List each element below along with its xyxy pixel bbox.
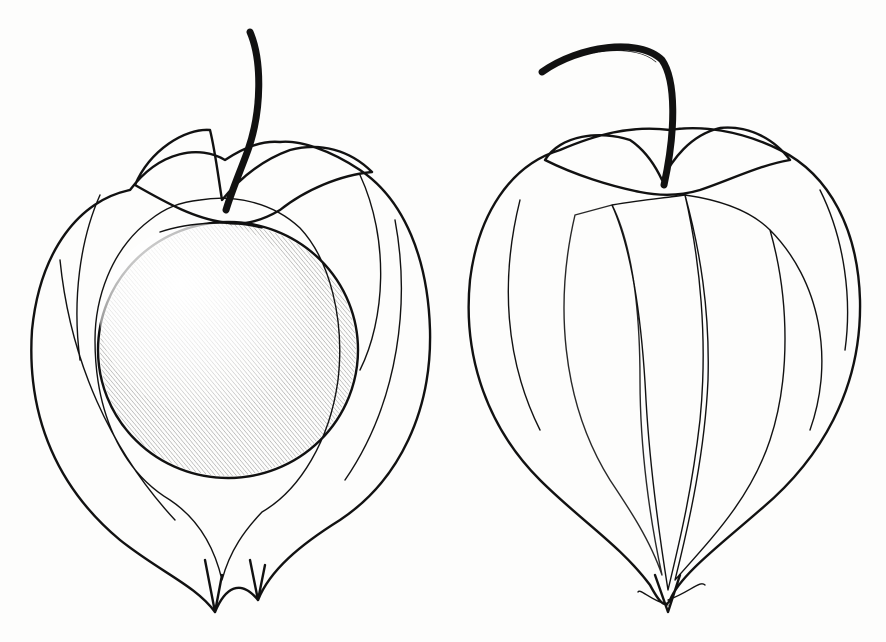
opened-husk-specimen bbox=[31, 32, 430, 612]
left-husk-rib-4 bbox=[77, 195, 100, 360]
right-husk-outline bbox=[469, 128, 860, 604]
right-husk-lobe-3 bbox=[675, 195, 785, 580]
right-husk-tip bbox=[655, 575, 680, 612]
right-husk-rib-2 bbox=[508, 200, 540, 430]
right-husk-lobe-2 bbox=[612, 195, 703, 590]
berry bbox=[98, 222, 358, 478]
closed-husk-specimen bbox=[469, 47, 860, 612]
left-stem bbox=[226, 32, 259, 210]
right-husk-rib-3 bbox=[820, 190, 848, 350]
right-husk-lobe-1 bbox=[564, 205, 662, 575]
left-husk-rib-3 bbox=[360, 175, 381, 370]
